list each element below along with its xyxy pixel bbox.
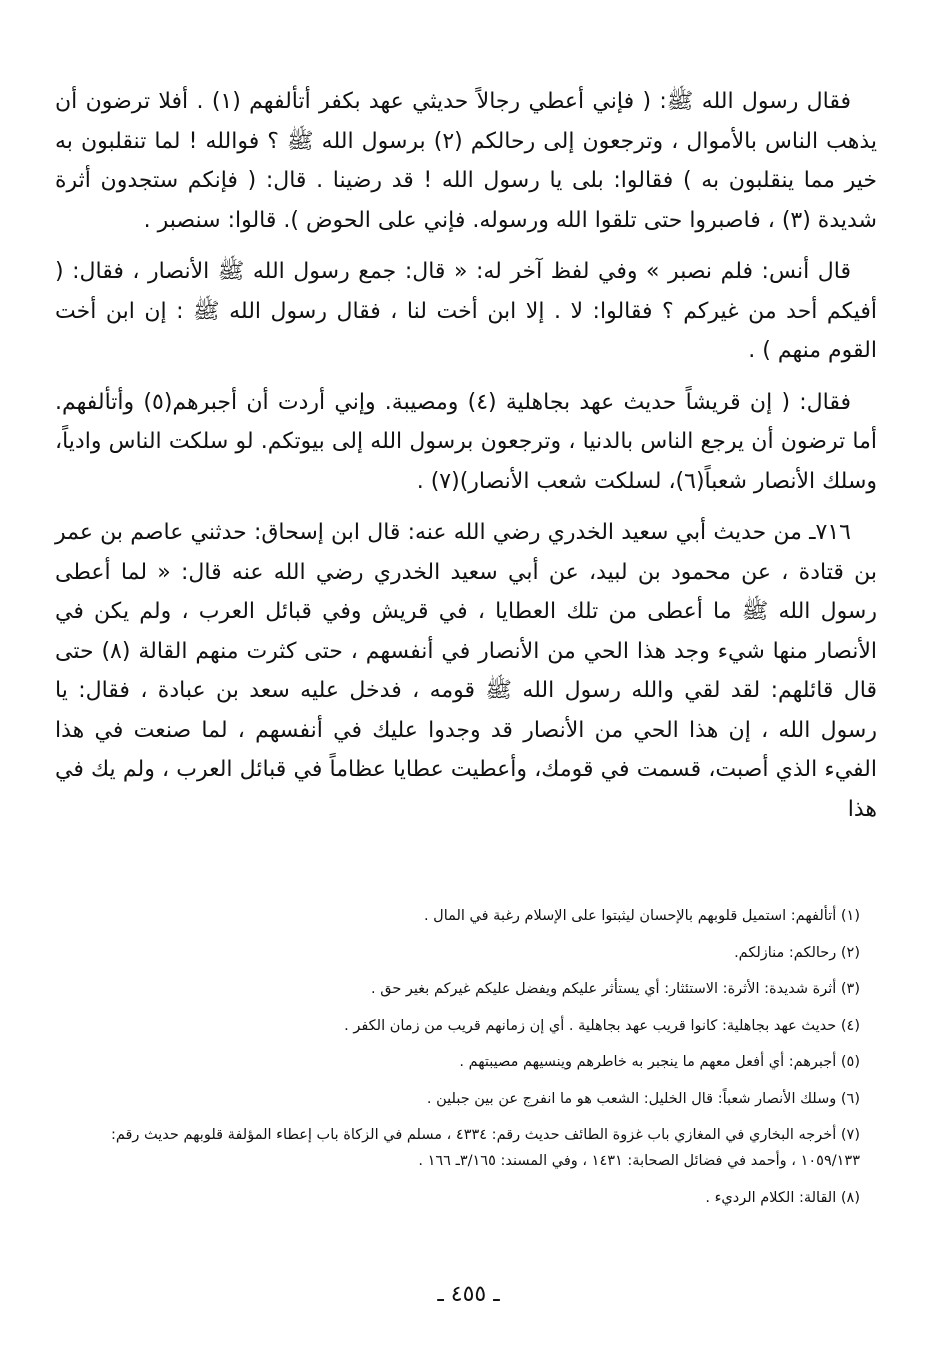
footnotes	[75, 903, 862, 1221]
footnote-3: (٣) أثرة شديدة: الأثرة: الاستئثار: أي يستأثر عليكم ويفضل عليكم غيركم بغير حق .	[371, 981, 860, 997]
footnote-8: (٨) القالة: الكلام الرديء .	[705, 1189, 860, 1206]
footnote-1: (١) أتألفهم: استميل قلوبهم بالإحسان ليثبتوا على الإسلام رغبة في المال .	[423, 908, 860, 924]
page-number: ـ ٤٥٥ ـ	[437, 1282, 500, 1307]
paragraph-4: ٧١٦ـ من حديث أبي سعيد الخدري رضي الله عنه: قال ابن إسحاق: حدثني عاصم بن عمر بن قتادة ، عن محمود بن لبيد، عن أبي سعيد الخدري رضي الله عنه قال: « لما أعطى رسول الله ﷺ ما أعطى من تلك العطايا ، في قريش وفي قبائل العرب ، ولم يكن في الأنصار منها شيء وجد هذا الحي من الأنصار في أنفسهم ، حتى كثرت منهم القالة (٨) حتى قال قائلهم: لقد لقي والله رسول الله ﷺ قومه ، فدخل عليه سعد بن عبادة ، فقال: يا رسول الله ، إن هذا الحي من الأنصار قد وجدوا عليك في أنفسهم ، لما صنعت في هذا الفيء الذي أصبت، قسمت في قومك، وأعطيت عطايا عظاماً في قبائل العرب ، ولم يك في هذا	[55, 520, 877, 822]
paragraph-3: فقال: ( إن قريشاً حديث عهد بجاهلية (٤) ومصيبة. وإني أردت أن أجبرهم(٥) وأتألفهم. أما ترضون أن يرجع الناس بالدنيا ، وترجعون برسول الله إلى بيوتكم. لو سلكت الناس وادياً، وسلك الأنصار شعباً(٦)، لسلكت شعب الأنصار)(٧) .	[55, 389, 877, 494]
footnote-5: (٥) أجبرهم: أي أفعل معهم ما ينجبر به خاطرهم وينسيهم مصيبتهم .	[459, 1054, 860, 1070]
footnote-4: (٤) حديث عهد بجاهلية: كانوا قريب عهد بجاهلية . أي إن زمانهم قريب من زمان الكفر .	[344, 1017, 860, 1034]
paragraph-1: فقال رسول الله ﷺ: ( فإني أعطي رجالاً حديثي عهد بكفر أتألفهم (١) . أفلا ترضون أن يذهب الناس بالأموال ، وترجعون إلى رحالكم (٢) برسول الله ﷺ ؟ فوالله ! لما تنقلبون به خير مما ينقلبون به ) فقالوا: بلى يا رسول الله ! قد رضينا . قال: ( فإنكم ستجدون أثرة شديدة (٣) ، فاصبروا حتى تلقوا الله ورسوله. فإني على الحوض ). قالوا: سنصبر .	[55, 89, 877, 233]
footnote-2: (٢) رحالكم: منازلكم.	[734, 944, 860, 961]
footnote-6: (٦) وسلك الأنصار شعباً: قال الخليل: الشعب هو ما انفرج عن بين جبلين .	[426, 1090, 860, 1107]
main-text	[55, 82, 877, 841]
footnote-7: (٧) أخرجه البخاري في المغازي باب غزوة الطائف حديث رقم: ٤٣٣٤ ، مسلم في الزكاة باب إعطاء المؤلفة قلوبهم حديث رقم: ١٠٥٩/١٣٣ ، وأحمد في فضائل الصحابة: ١٤٣١ ، وفي المسند: ٣/١٦٥ـ ١٦٦ .	[110, 1127, 860, 1169]
paragraph-2: قال أنس: فلم نصبر » وفي لفظ آخر له: « قال: جمع رسول الله ﷺ الأنصار ، فقال: ( أفيكم أحد من غيركم ؟ فقالوا: لا . إلا ابن أخت لنا ، فقال رسول الله ﷺ : إن ابن أخت القوم منهم ) .	[55, 259, 877, 363]
